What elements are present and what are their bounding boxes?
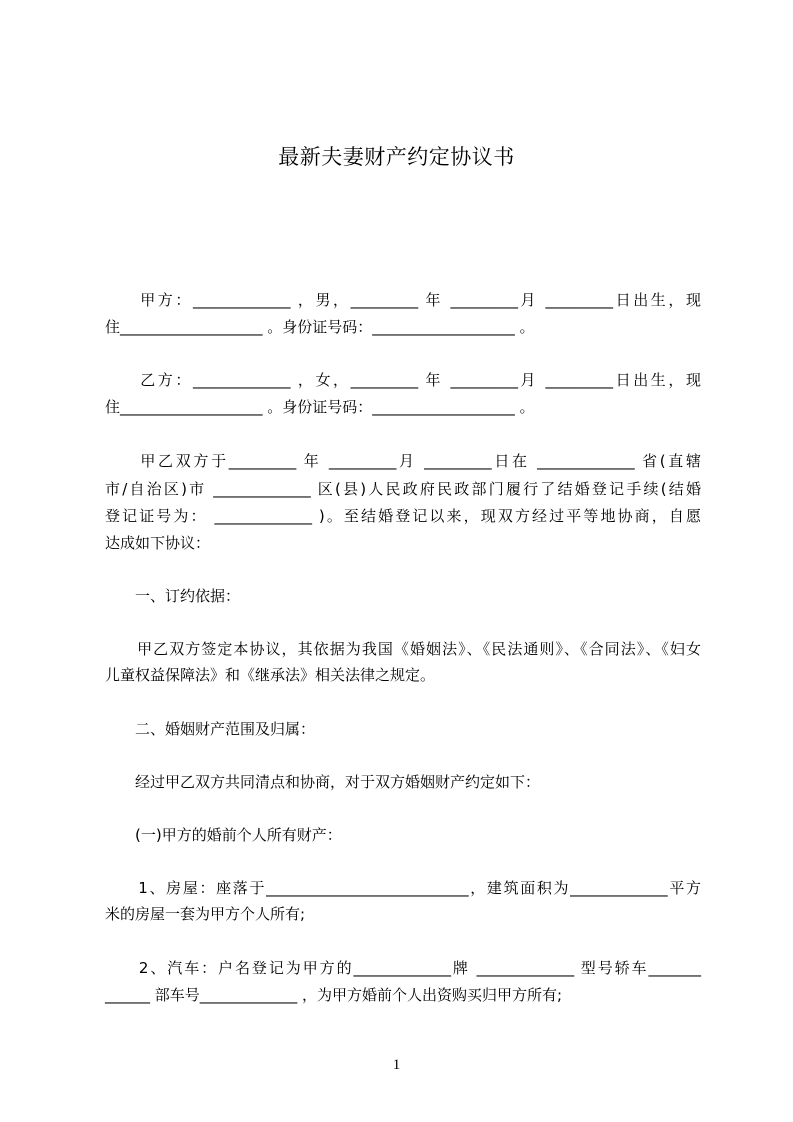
marriage-line-4: 达成如下协议： xyxy=(105,534,211,552)
document-title: 最新夫妻财产约定协议书 xyxy=(278,145,515,169)
party-b-line-2: 住___________________ 。身份证号码：___________________ 。 xyxy=(105,398,535,416)
page-number: 1 xyxy=(392,1057,401,1073)
basis-line-2: 儿童权益保障法》和《继承法》相关法律之规定。 xyxy=(105,666,436,684)
subsection-heading-party-a: (一)甲方的婚前个人所有财产： xyxy=(105,826,342,844)
car-line-1: 2、汽车：户名登记为甲方的_____________牌 _____________ 型号轿车_______ xyxy=(105,959,701,977)
party-b-line-1: 乙方：_____________ ，女，_________ 年 _________月 _________日出生，现 xyxy=(105,371,701,389)
house-line-1: 1、房屋：座落于___________________________，建筑面积为_____________平方 xyxy=(105,879,701,897)
party-a-line-1: 甲方：_____________ ，男，_________ 年 _________月 _________日出生，现 xyxy=(105,291,701,309)
party-a-line-2: 住___________________ 。身份证号码：___________________ 。 xyxy=(105,318,535,336)
section-heading-property: 二、婚姻财产范围及归属： xyxy=(105,720,316,738)
marriage-line-1: 甲乙双方于_________ 年 _________月 _________日在 _____________ 省(直辖 xyxy=(105,452,701,470)
marriage-line-3: 登记证号为： _____________ )。至结婚登记以来，现双方经过平等地协商，自愿 xyxy=(105,507,701,525)
basis-line-1: 甲乙双方签定本协议，其依据为我国《婚姻法》、《民法通则》、《合同法》、《妇女 xyxy=(105,640,701,658)
property-intro: 经过甲乙双方共同清点和协商，对于双方婚姻财产约定如下： xyxy=(105,773,541,791)
house-line-2: 米的房屋一套为甲方个人所有; xyxy=(105,905,306,923)
car-line-2: ______ 部车号_____________ ，为甲方婚前个人出资购买归甲方所有; xyxy=(105,986,563,1004)
section-heading-basis: 一、订约依据： xyxy=(105,587,241,605)
marriage-line-2: 市/自治区)市 _____________ 区(县)人民政府民政部门履行了结婚登记手续(结婚 xyxy=(105,480,701,498)
